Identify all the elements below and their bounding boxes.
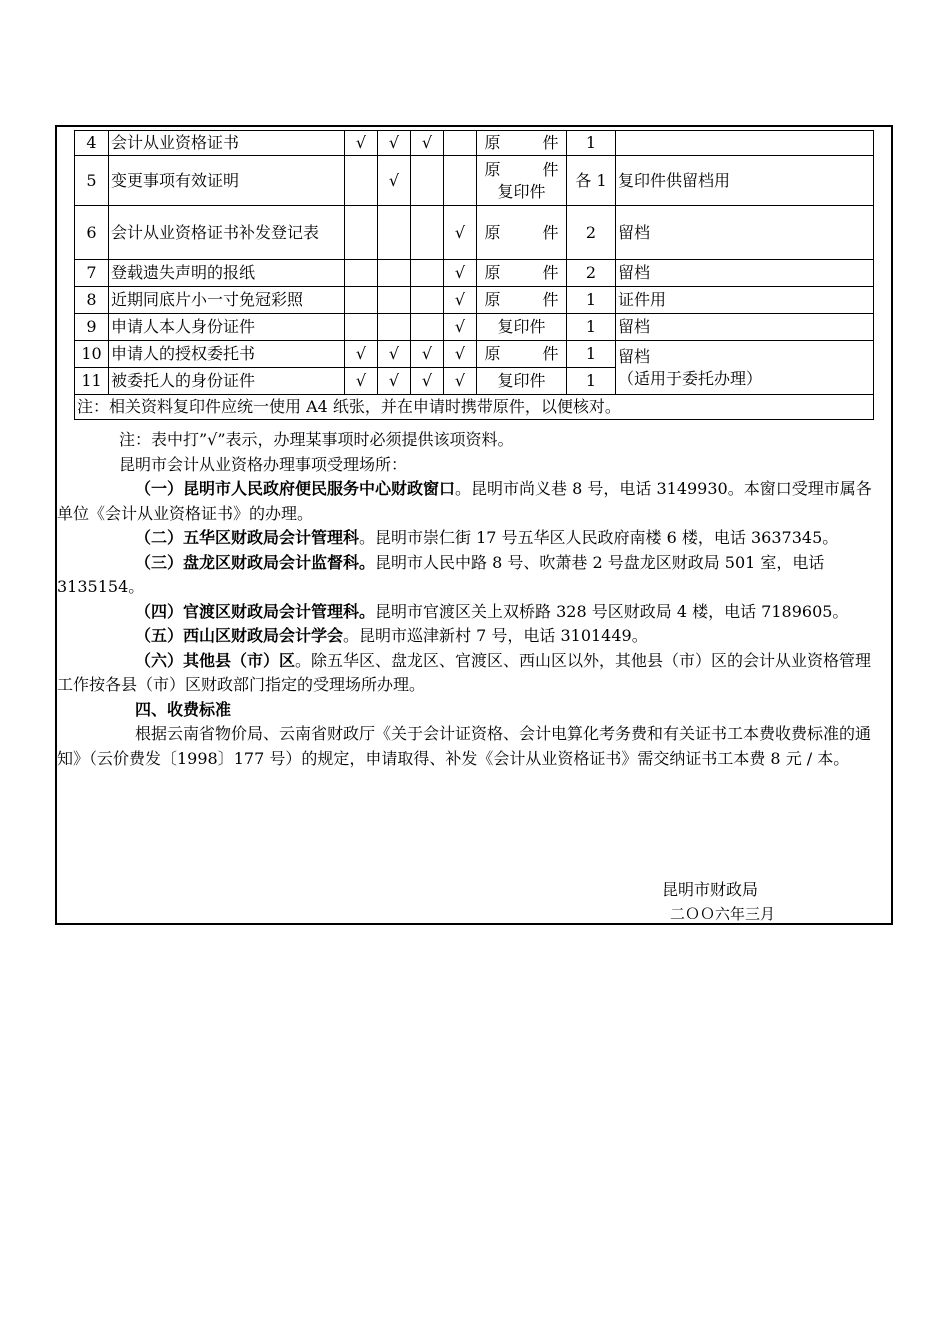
signature-org: 昆明市财政局 [662,880,759,899]
check-cell [411,314,444,341]
form-label: 复印件 [497,317,546,336]
venue-paragraph [57,526,887,551]
check-cell: √ [378,156,411,206]
materials-table [74,130,874,420]
count-cell: 2 [567,206,616,260]
check-cell [378,314,411,341]
item-name: 近期同底片小一寸免冠彩照 [109,287,345,314]
note-cell: 留档 [616,260,874,287]
venue-label: （五）西山区财政局会计学会 [135,626,344,645]
form-cell [477,131,567,156]
check-cell [345,156,378,206]
table-row [75,206,874,260]
form-label: 原 件 [484,133,559,152]
check-cell: √ [444,206,477,260]
count-cell: 1 [567,314,616,341]
check-cell [345,206,378,260]
check-cell: √ [444,368,477,395]
form-cell [477,260,567,287]
row-number: 8 [75,287,109,314]
venue-text: 。昆明市巡津新村 7 号，电话 3101449。 [343,626,648,645]
check-cell: √ [444,260,477,287]
note-cell: 留档 [616,206,874,260]
check-cell [378,260,411,287]
check-cell [411,156,444,206]
item-name: 登载遗失声明的报纸 [109,260,345,287]
check-cell: √ [345,341,378,368]
check-cell [378,287,411,314]
row-number: 10 [75,341,109,368]
row-number: 7 [75,260,109,287]
note-cell [616,131,874,156]
check-cell: √ [345,131,378,156]
count-cell: 2 [567,260,616,287]
item-name: 被委托人的身份证件 [109,368,345,395]
row-number: 5 [75,156,109,206]
form-label: 原 件 [484,222,559,242]
check-cell: √ [444,287,477,314]
row-number: 6 [75,206,109,260]
body-text [57,428,887,771]
table-row [75,260,874,287]
venue-label: （一）昆明市人民政府便民服务中心财政窗口 [135,479,456,498]
venue-paragraph [57,600,887,625]
venue-paragraph [57,551,887,600]
check-cell [411,260,444,287]
item-name: 申请人本人身份证件 [109,314,345,341]
row-number: 4 [75,131,109,156]
check-cell: √ [345,368,378,395]
note-line: 注：表中打”√”表示，办理某事项时必须提供该项资料。 [119,430,514,449]
venue-label: （四）官渡区财政局会计管理科。 [135,601,376,621]
item-name: 申请人的授权委托书 [109,341,345,368]
table-footnote: 注：相关资料复印件应统一使用 A4 纸张，并在申请时携带原件，以便核对。 [75,395,874,420]
item-name: 会计从业资格证书补发登记表 [109,206,345,260]
check-cell: √ [411,131,444,156]
count-cell: 各 1 [567,156,616,206]
check-cell [411,287,444,314]
check-cell: √ [378,131,411,156]
count-cell: 1 [567,287,616,314]
venue-label: （三）盘龙区财政局会计监督科。 [135,552,376,572]
venue-text: 昆明市人民中路 8 号、吹萧巷 2 号盘龙区财政局 501 室，电话 3135154。 [57,552,825,596]
venue-text: 。除五华区、盘龙区、官渡区、西山区以外，其他县（市）区的会计从业资格管理工作按各县（市）区财政部门指定的受理场所办理。 [57,650,872,694]
venue-paragraph [57,477,887,526]
row-number: 11 [75,368,109,395]
venue-label: （六）其他县（市）区 [135,650,296,670]
venue-text: 。昆明市尚义巷 8 号，电话 3149930。本窗口受理市属各单位《会计从业资格证书》的办理。 [57,479,872,523]
check-cell: √ [378,368,411,395]
table-footnote-row [75,395,874,420]
row-number: 9 [75,314,109,341]
check-cell [444,156,477,206]
form-cell [477,314,567,341]
check-cell [411,206,444,260]
table-row [75,156,874,206]
venues-title: 昆明市会计从业资格办理事项受理场所： [119,454,408,474]
form-label: 原 件 [484,344,559,363]
form-label: 原 件 [484,159,559,179]
signature-date: 二ＯＯ六年三月 [670,905,776,923]
merged-note-cell [616,341,874,395]
check-cell [345,260,378,287]
form-label: 原 件 [484,263,559,282]
venue-text: 昆明市官渡区关上双桥路 328 号区财政局 4 楼，电话 7189605。 [375,601,849,621]
table-row [75,314,874,341]
table-row [75,341,874,368]
check-cell: √ [444,341,477,368]
venue-text: 。昆明市崇仁街 17 号五华区人民政府南楼 6 楼，电话 3637345。 [359,528,839,547]
form-label: 复印件 [497,181,546,201]
table-row [75,287,874,314]
note-cell: 留档 [616,314,874,341]
note-line: （适用于委托办理） [618,368,763,388]
check-cell: √ [411,368,444,395]
venue-label: （二）五华区财政局会计管理科 [135,528,360,547]
check-cell [345,287,378,314]
venue-paragraph [57,649,887,698]
check-cell [444,131,477,156]
form-label: 复印件 [497,371,546,390]
count-cell: 1 [567,341,616,368]
count-cell: 1 [567,131,616,156]
form-cell [477,287,567,314]
form-cell [477,341,567,368]
section-heading [57,698,887,723]
check-cell: √ [378,341,411,368]
count-cell: 1 [567,368,616,395]
form-cell [477,206,567,260]
check-cell [345,314,378,341]
form-label: 原 件 [484,290,559,309]
fee-title: 四、收费标准 [135,699,232,719]
check-cell: √ [444,314,477,341]
item-name: 会计从业资格证书 [109,131,345,156]
note-cell: 复印件供留档用 [616,156,874,206]
note-cell: 证件用 [616,287,874,314]
check-cell [378,206,411,260]
form-cell [477,156,567,206]
item-name: 变更事项有效证明 [109,156,345,206]
form-cell [477,368,567,395]
note-line: 留档 [618,346,651,366]
check-cell: √ [411,341,444,368]
fee-paragraph: 根据云南省物价局、云南省财政厅《关于会计证资格、会计电算化考务费和有关证书工本费收费标准的通知》（云价费发〔1998〕177 号）的规定，申请取得、补发《会计从业资格证书》需交纳证书工本费 8 元 / 本。 [57,724,872,768]
venue-paragraph [57,624,887,649]
table-row [75,131,874,156]
